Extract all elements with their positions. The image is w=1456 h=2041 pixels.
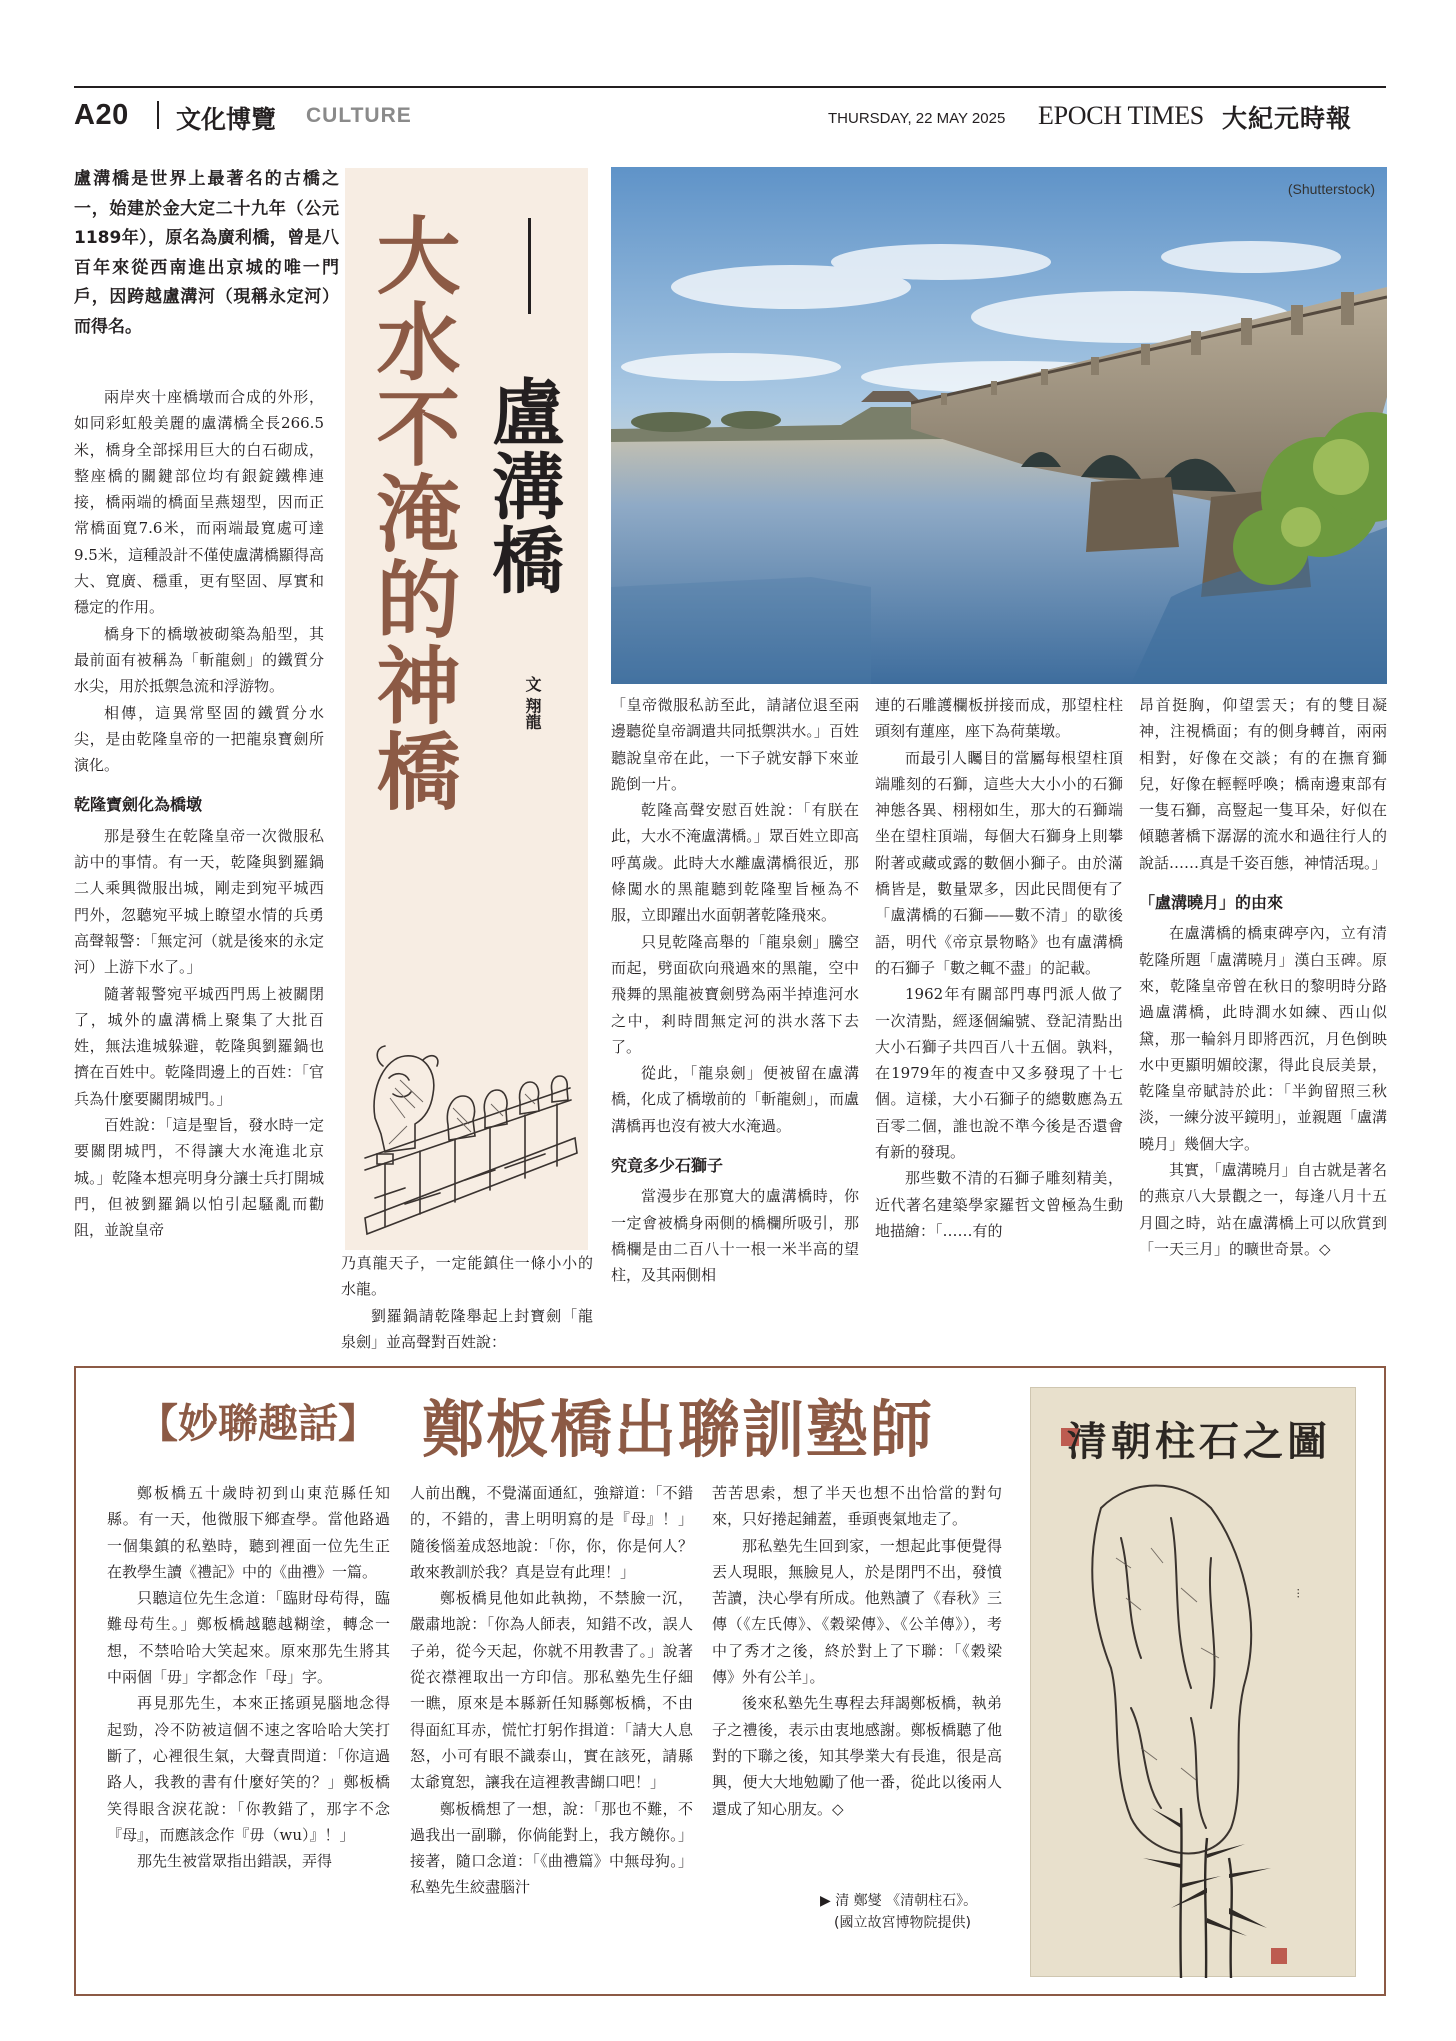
header-rule	[74, 86, 1386, 88]
paragraph: 劉羅鍋請乾隆舉起上封寶劍「龍泉劍」並高聲對百姓說：	[341, 1306, 593, 1351]
issue-date: THURSDAY, 22 MAY 2025	[828, 110, 1006, 127]
paragraph: 只見乾隆高舉的「龍泉劍」騰空而起，劈面砍向飛過來的黑龍，空中飛舞的黑龍被寶劍劈為兩半掉進河水之中，剎時間無定河的洪水落下去了。	[611, 932, 859, 1056]
subhead: 「盧溝曉月」的由來	[1139, 893, 1284, 913]
paragraph: 昂首挺胸，仰望雲天；有的雙目凝神，注視橋面；有的側身轉首，兩兩相對，好像在交談；有的在撫育獅兒，好像在輕輕呼喚；橋南邊東部有一隻石獅，高豎起一隻耳朵，好似在傾聽著橋下潺潺的流水和過往行人的說話……真是千姿百態，神情活現。」	[1139, 696, 1387, 872]
paragraph: 鄭板橋五十歲時初到山東范縣任知縣。有一天，他微服下鄉查學。當他路過一個集鎮的私塾時，聽到裡面一位先生正在教學生讀《禮記》中的《曲禮》一篇。	[107, 1484, 390, 1581]
caption-line: (國立故宮博物院提供)	[834, 1915, 971, 1931]
page-number: A20	[74, 99, 129, 131]
paragraph: 橋身下的橋墩被砌築為船型，其最前面有被稱為「斬龍劍」的鐵質分水尖，用於抵禦急流和浮游物。	[74, 624, 324, 696]
paragraph: 其實，「盧溝曉月」自古就是著名的燕京八大景觀之一，每逢八月十五月圓之時，站在盧溝橋上可以欣賞到「一天三月」的曠世奇景。◇	[1139, 1161, 1387, 1258]
paragraph: 在盧溝橋的橋東碑亭內，立有清乾隆所題「盧溝曉月」漢白玉碑。原來，乾隆皇帝曾在秋日的黎明時分路過盧溝橋，此時澗水如練、西山似黛，那一輪斜月即將西沉，月色倒映水中更顯明媚皎潔，得此良辰美景，乾隆皇帝賦詩於此：「半鉤留照三秋淡，一練分波平鏡明」，並親題「盧溝曉月」幾個大字。	[1139, 924, 1387, 1153]
paragraph: 苦苦思索，想了半天也想不出恰當的對句來，只好捲起鋪蓋，垂頭喪氣地走了。	[712, 1484, 1002, 1529]
photo-credit: (Shutterstock)	[1287, 181, 1375, 197]
paragraph: 相傳，這異常堅固的鐵質分水尖，是由乾隆皇帝的一把龍泉寶劍所演化。	[74, 703, 324, 775]
painting-caption	[820, 1890, 1010, 1934]
paragraph: 乾隆高聲安慰百姓說：「有朕在此，大水不淹盧溝橋。」眾百姓立即高呼萬歲。此時大水離盧溝橋很近，那條闖水的黑龍聽到乾隆聖旨極為不服，立即躍出水面朝著乾隆飛來。	[611, 801, 859, 925]
paragraph: 那私塾先生回到家，一想起此事便覺得丟人現眼，無臉見人，於是閉門不出，發憤苦讀，決心學有所成。他熟讀了《春秋》三傳（《左氏傳》、《穀梁傳》、《公羊傳》），考中了秀才之後，終於對上了下聯：「《穀梁傳》外有公羊」。	[712, 1536, 1002, 1687]
masthead-cn: 大紀元時報	[1222, 104, 1353, 133]
paragraph: 鄭板橋見他如此執拗，不禁臉一沉，嚴肅地說：「你為人師表，知錯不改，誤人子弟，從今天起，你就不用教書了。」說著從衣襟裡取出一方印信。那私塾先生仔細一瞧，原來是本縣新任知縣鄭板橋，不由得面紅耳赤，慌忙打躬作揖道：「請大人息怒，小可有眼不識泰山，實在該死，請縣太爺寬恕，讓我在這裡教書餬口吧！」	[410, 1589, 693, 1792]
article-column-3	[611, 692, 859, 1289]
header-divider	[157, 101, 159, 129]
article-lede: 盧溝橋是世界上最著名的古橋之一，始建於金大定二十九年（公元1189年），原名為廣利橋，曾是八百年來從西南進出京城的唯一門戶，因跨越盧溝河（現稱永定河）而得名。	[74, 169, 339, 337]
article-column-5	[1139, 692, 1387, 1262]
masthead-en: EPOCH TIMES	[1038, 101, 1204, 130]
rock-bamboo-drawing	[1031, 1388, 1357, 1978]
paragraph: 而最引人矚目的當屬每根望柱頂端雕刻的石獅，這些大大小小的石獅神態各異、栩栩如生，那大的石獅端坐在望柱頂端，每個大石獅身上則攀附著或藏或露的數個小獅子。由於滿橋皆是，數量眾多，因此民間便有了「盧溝橋的石獅——數不清」的歇後語，明代《帝京景物略》也有盧溝橋的石獅子「數之輒不盡」的記載。	[875, 748, 1123, 977]
painting-image	[1030, 1387, 1356, 1977]
section-title-en: CULTURE	[306, 104, 412, 127]
title-rule	[528, 218, 531, 314]
paragraph: 那先生被當眾指出錯誤，弄得	[137, 1852, 333, 1871]
paragraph: 「皇帝微服私訪至此，請諸位退至兩邊聽從皇帝調遣共同抵禦洪水。」百姓聽說皇帝在此，一下子就安靜下來並跪倒一片。	[611, 696, 859, 793]
box-kicker: 【妙聯趣話】	[138, 1401, 378, 1447]
paragraph: 人前出醜，不覺滿面通紅，強辯道：「不錯的，不錯的，書上明明寫的是『母』！」隨後惱羞成怒地說：「你，你，你是何人？敢來教訓於我？真是豈有此理！」	[410, 1484, 693, 1581]
box-column-1	[107, 1480, 390, 1874]
paragraph: 那些數不清的石獅子雕刻精美，近代著名建築學家羅哲文曾極為生動地描繪：「……有的	[875, 1169, 1123, 1240]
article-column-4	[875, 692, 1123, 1244]
paragraph: 乃真龍天子，一定能鎮住一條小小的水龍。	[341, 1254, 593, 1299]
paragraph: 1962年有關部門專門派人做了一次清點，經逐個編號、登記清點出大小石獅子共四百八十五個。孰料，在1979年的複查中又多發現了十七個。這樣，大小石獅子的總數應為五百零二個，誰也說不準今後是否還會有新的發現。	[875, 985, 1123, 1162]
article-column-1	[74, 384, 324, 1244]
bridge-photo	[611, 167, 1387, 684]
paragraph: 再見那先生，本來正搖頭晃腦地念得起勁，冷不防被這個不速之客哈哈大笑打斷了，心裡很生氣，大聲責問道：「你這過路人，我教的書有什麼好笑的？」鄭板橋笑得眼含淚花說：「你教錯了，那字不念『母』，而應該念作『毋（wu）』！」	[107, 1694, 390, 1844]
bridge-photo-image	[611, 167, 1387, 684]
box-column-2	[410, 1480, 693, 1901]
section-title-cn: 文化博覽	[176, 105, 277, 134]
box-title: 鄭板橋出聯訓塾師	[422, 1393, 935, 1466]
painting-title: 清朝柱石之圖	[1067, 1418, 1331, 1465]
paragraph: 當漫步在那寬大的盧溝橋時，你一定會被橋身兩側的橋欄所吸引，那橋欄是由二百八十一根一米半高的望柱，及其兩側相	[611, 1187, 859, 1285]
paragraph: 兩岸夾十座橋墩而合成的外形，如同彩虹般美麗的盧溝橋全長266.5米，橋身全部採用巨大的白石砌成，整座橋的關鍵部位均有銀錠鐵榫連接，橋兩端的橋面呈燕翅型，因而正常橋面寬7.6米，而兩端最寬處可達9.5米，這種設計不僅使盧溝橋顯得高大、寬廣、穩重，更有堅固、厚實和穩定的作用。	[74, 388, 324, 617]
paragraph: 只聽這位先生念道：「臨財母苟得，臨難母苟生。」鄭板橋越聽越糊塗，轉念一想，不禁哈哈大笑起來。原來那先生將其中兩個「毋」字都念作「母」字。	[107, 1589, 390, 1687]
paragraph: 從此，「龍泉劍」便被留在盧溝橋，化成了橋墩前的「斬龍劍」，而盧溝橋再也沒有被大水淹過。	[611, 1064, 859, 1135]
paragraph: 後來私塾先生專程去拜謁鄭板橋，執弟子之禮後，表示由衷地感謝。鄭板橋聽了他對的下聯之後，知其學業大有長進，很是高興，便大大地勉勵了他一番，從此以後兩人還成了知心朋友。◇	[712, 1694, 1002, 1818]
paragraph: 百姓說：「這是聖旨，發水時一定要關閉城門，不得讓大水淹進北京城。」乾隆本想亮明身分讓士兵打開城門，但被劉羅鍋以怕引起騷亂而勸阻，並說皇帝	[74, 1116, 324, 1240]
article-title: 大水不淹的神橋	[363, 212, 461, 814]
subhead: 究竟多少石獅子	[611, 1156, 724, 1176]
svg-text:...: ...	[1294, 1588, 1308, 1599]
stone-lion-illustration	[345, 948, 588, 1248]
article-column-2	[341, 1250, 593, 1355]
box-column-3	[712, 1480, 1002, 1822]
subhead: 乾隆寶劍化為橋墩	[74, 795, 203, 815]
byline: 文 翔龍	[523, 676, 542, 730]
caption-line: ▶ 清 鄭燮 《清朝柱石》。	[820, 1893, 978, 1909]
article-subtitle: 盧溝橋	[480, 375, 564, 597]
paragraph: 隨著報警宛平城西門馬上被關閉了，城外的盧溝橋上聚集了大批百姓，無法進城躲避，乾隆與劉羅鍋也擠在百姓中。乾隆問邊上的百姓：「官兵為什麼要關閉城門。」	[74, 984, 324, 1108]
paragraph: 鄭板橋想了一想，說：「那也不難，不過我出一副聯，你倘能對上，我方饒你。」接著，隨口念道：「《曲禮篇》中無母狗。」私塾先生絞盡腦汁	[410, 1799, 693, 1897]
paragraph: 連的石雕護欄板拼接而成，那望柱柱頭刻有蓮座，座下為荷葉墩。	[875, 696, 1123, 741]
paragraph: 那是發生在乾隆皇帝一次微服私訪中的事情。有一天，乾隆與劉羅鍋二人乘興微服出城，剛走到宛平城西門外，忽聽宛平城上瞭望水情的兵勇高聲報警：「無定河（就是後來的永定河）上游下水了。」	[74, 826, 324, 977]
